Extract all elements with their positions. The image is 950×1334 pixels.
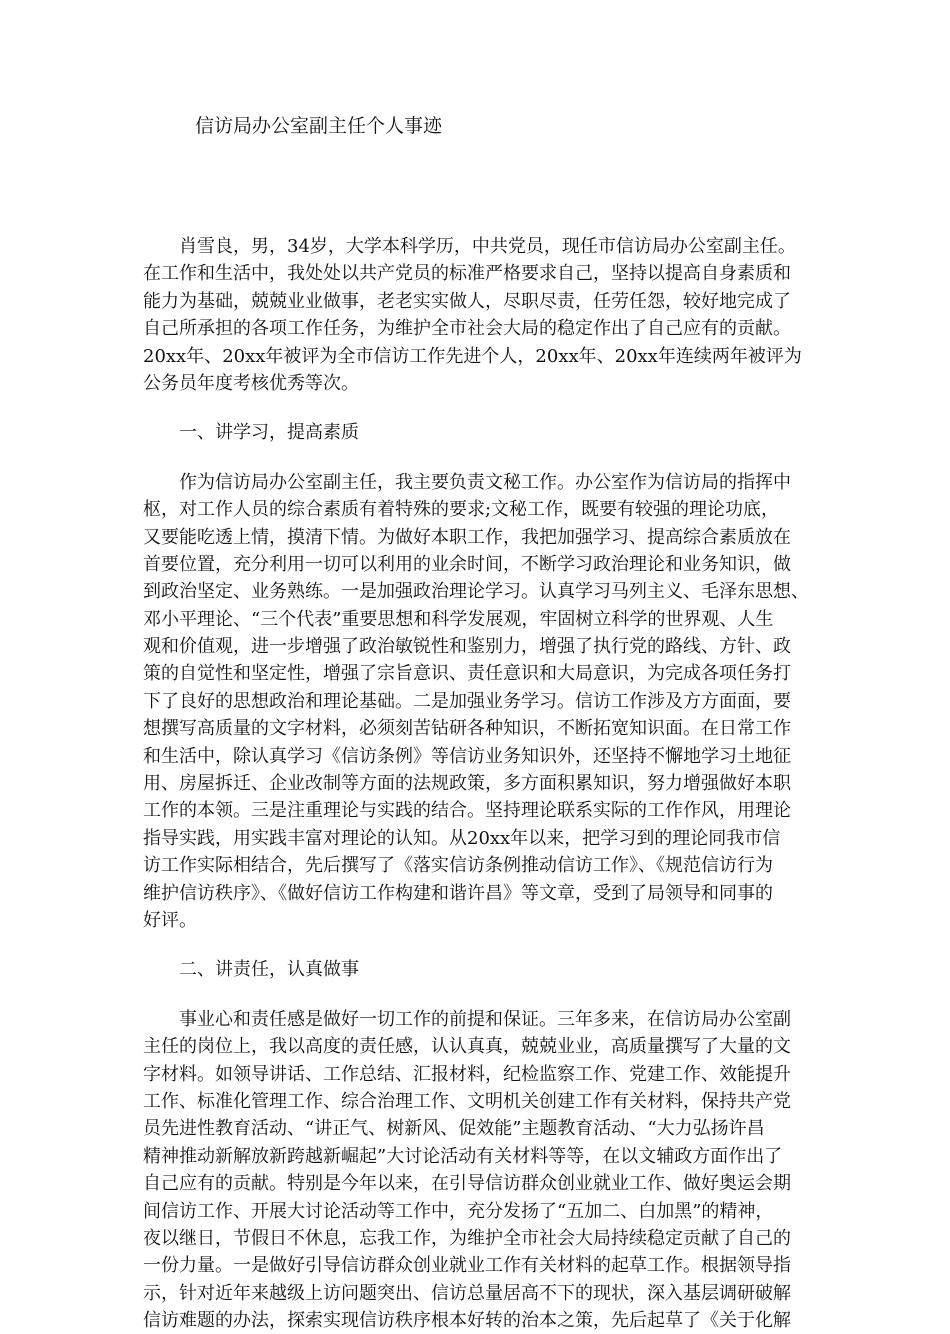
text-line: 又要能吃透上情，摸清下情。为做好本职工作，我把加强学习、提高综合素质放在 bbox=[143, 526, 791, 548]
paragraph-gap bbox=[143, 934, 819, 956]
text-line: 工作、标准化管理工作、综合治理工作、文明机关创建工作有关材料，保持共产党 bbox=[143, 1090, 791, 1112]
text-line: 策的自觉性和坚定性，增强了宗旨意识、责任意识和大局意识，为完成各项任务打 bbox=[143, 663, 791, 685]
document-body bbox=[143, 233, 819, 1334]
text-line: 枢，对工作人员的综合素质有着特殊的要求;文秘工作，既要有较强的理论功底， bbox=[143, 499, 780, 521]
text-line: 能力为基础，兢兢业业做事，老老实实做人，尽职尽责，任劳任怨，较好地完成了 bbox=[143, 290, 791, 312]
heading-text: 一、讲学习，提高素质 bbox=[143, 422, 359, 444]
paragraph bbox=[143, 469, 819, 935]
text-line: 主任的岗位上，我以高度的责任感，认认真真，兢兢业业，高质量撰写了大量的文 bbox=[143, 1036, 791, 1058]
text-line: 维护信访秩序》、《做好信访工作构建和谐许昌》等文章，受到了局领导和同事的 bbox=[143, 882, 773, 904]
text-line: 访工作实际相结合，先后撰写了《落实信访条例推动信访工作》、《规范信访行为 bbox=[143, 855, 773, 877]
text-line: 员先进性教育活动、“讲正气、树新风、促效能”主题教育活动、“大力弘扬许昌 bbox=[143, 1118, 765, 1140]
text-line: 邓小平理论、“三个代表”重要思想和科学发展观，牢固树立科学的世界观、人生 bbox=[143, 608, 774, 630]
text-line: 观和价值观，进一步增强了政治敏锐性和鉴别力，增强了执行党的路线、方针、政 bbox=[143, 636, 791, 658]
document-title: 信访局办公室副主任个人事迹 bbox=[195, 115, 443, 137]
text-line: 字材料。如领导讲话、工作总结、汇报材料，纪检监察工作、党建工作、效能提升 bbox=[143, 1063, 791, 1085]
text-line: 间信访工作、开展大讨论活动等工作中，充分发扬了“五加二、白加黑”的精神， bbox=[143, 1200, 774, 1222]
paragraph-gap bbox=[143, 447, 819, 469]
text-line: 自己应有的贡献。特别是今年以来，在引导信访群众创业就业工作、做好奥运会期 bbox=[143, 1173, 791, 1195]
section-heading bbox=[143, 956, 819, 983]
text-line: 公务员年度考核优秀等次。 bbox=[143, 372, 359, 394]
text-line: 20xx年、20xx年被评为全市信访工作先进个人，20xx年、20xx年连续两年被评为 bbox=[143, 345, 802, 367]
paragraph-gap bbox=[143, 397, 819, 419]
paragraph bbox=[143, 233, 819, 397]
text-line: 作为信访局办公室副主任，我主要负责文秘工作。办公室作为信访局的指挥中 bbox=[143, 471, 791, 493]
text-line: 和生活中，除认真学习《信访条例》等信访业务知识外，还坚持不懈地学习土地征 bbox=[143, 745, 791, 767]
section-heading bbox=[143, 419, 819, 446]
text-line: 工作的本领。三是注重理论与实践的结合。坚持理论联系实际的工作作风，用理论 bbox=[143, 800, 791, 822]
text-line: 一份力量。一是做好引导信访群众创业就业工作有关材料的起草工作。根据领导指 bbox=[143, 1255, 791, 1277]
text-line: 自己所承担的各项工作任务，为维护全市社会大局的稳定作出了自己应有的贡献。 bbox=[143, 318, 791, 340]
paragraph-gap bbox=[143, 984, 819, 1006]
text-line: 在工作和生活中，我处处以共产党员的标准严格要求自己，坚持以提高自身素质和 bbox=[143, 263, 791, 285]
heading-text: 二、讲责任，认真做事 bbox=[143, 959, 359, 981]
text-line: 好评。 bbox=[143, 909, 197, 931]
text-line: 信访难题的办法，探索实现信访秩序根本好转的治本之策，先后起草了《关于化解 bbox=[143, 1310, 791, 1332]
text-line: 想撰写高质量的文字材料，必须刻苦钻研各种知识，不断拓宽知识面。在日常工作 bbox=[143, 718, 791, 740]
text-line: 事业心和责任感是做好一切工作的前提和保证。三年多来，在信访局办公室副 bbox=[143, 1008, 791, 1030]
text-line: 下了良好的思想政治和理论基础。二是加强业务学习。信访工作涉及方方面面，要 bbox=[143, 690, 791, 712]
text-line: 指导实践，用实践丰富对理论的认知。从20xx年以来，把学习到的理论同我市信 bbox=[143, 827, 781, 849]
text-line: 示，针对近年来越级上访问题突出、信访总量居高不下的现状，深入基层调研破解 bbox=[143, 1282, 791, 1304]
text-line: 精神推动新解放新跨越新崛起”大讨论活动有关材料等等，在以文辅政方面作出了 bbox=[143, 1145, 783, 1167]
text-line: 首要位置，充分利用一切可以利用的业余时间，不断学习政治理论和业务知识，做 bbox=[143, 553, 791, 575]
text-line: 到政治坚定、业务熟练。一是加强政治理论学习。认真学习马列主义、毛泽东思想、 bbox=[143, 581, 809, 603]
text-line: 夜以继日，节假日不休息，忘我工作，为维护全市社会大局持续稳定贡献了自己的 bbox=[143, 1227, 791, 1249]
paragraph bbox=[143, 1006, 819, 1334]
text-line: 用、房屋拆迁、企业改制等方面的法规政策，多方面积累知识，努力增强做好本职 bbox=[143, 773, 791, 795]
text-line: 肖雪良，男，34岁，大学本科学历，中共党员，现任市信访局办公室副主任。 bbox=[143, 236, 796, 257]
